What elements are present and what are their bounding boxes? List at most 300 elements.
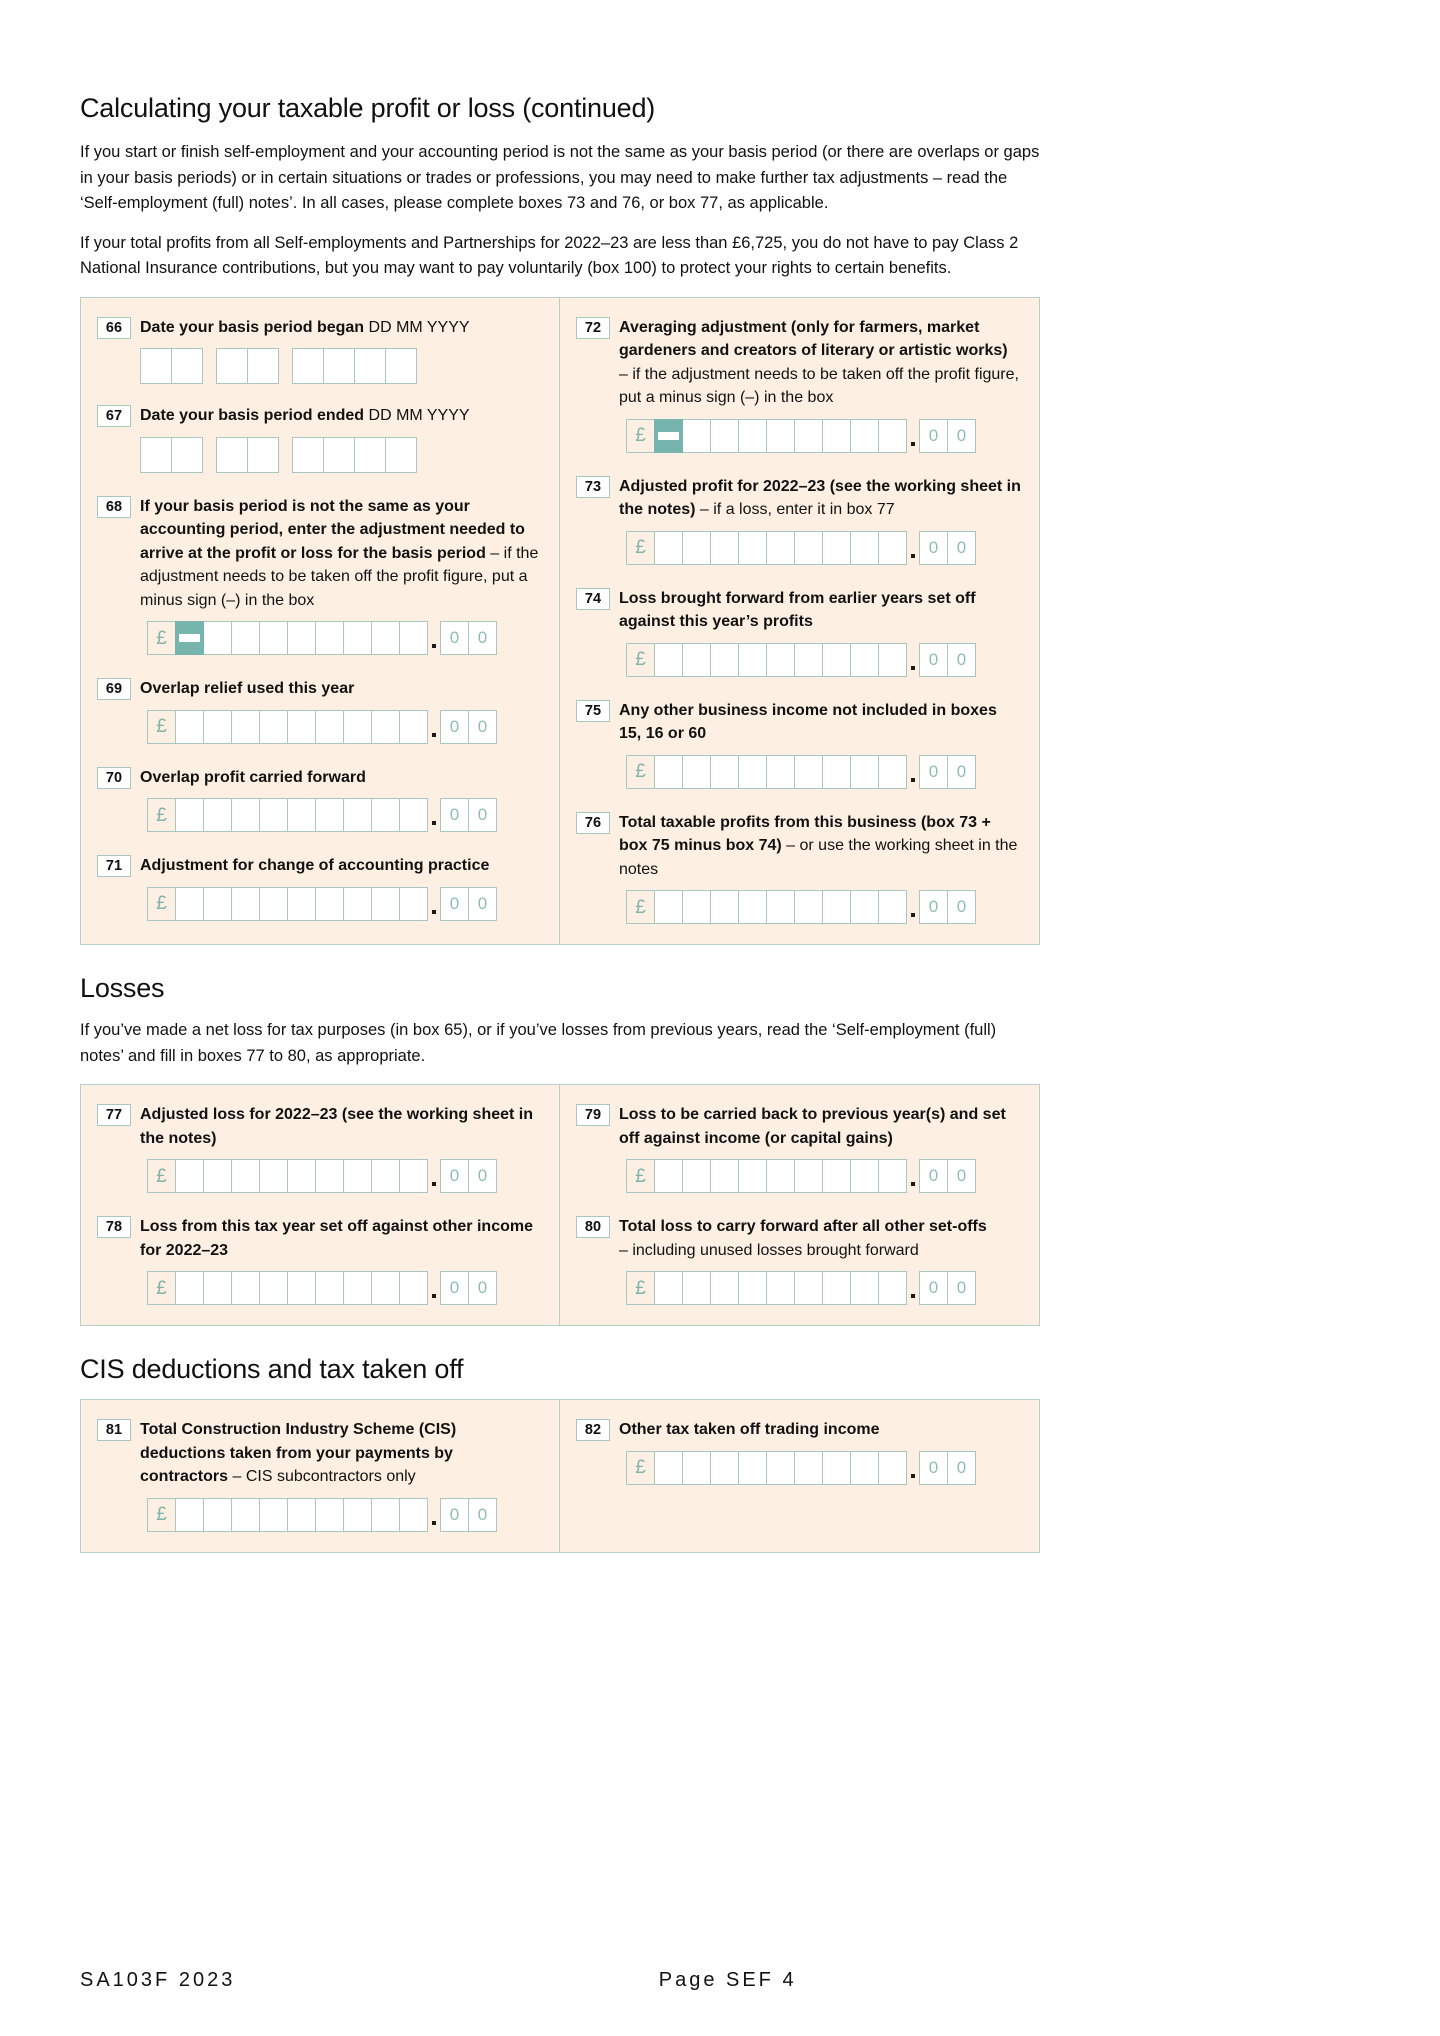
losses-right-column bbox=[560, 1085, 1039, 1325]
digit-cell[interactable] bbox=[371, 1159, 400, 1193]
box-label-80 bbox=[619, 1215, 987, 1262]
currency-symbol-icon: £ bbox=[147, 887, 176, 921]
pence-cell-1[interactable]: 0 bbox=[440, 710, 469, 744]
digit-cell[interactable] bbox=[287, 1159, 316, 1193]
digit-cell[interactable] bbox=[710, 890, 739, 924]
box-number-82: 82 bbox=[576, 1419, 610, 1441]
currency-input-75[interactable] bbox=[626, 755, 1023, 789]
digit-cell[interactable] bbox=[175, 1271, 204, 1305]
date-cell-yyyy-2[interactable] bbox=[323, 348, 355, 384]
digit-cell[interactable] bbox=[287, 710, 316, 744]
currency-input-73[interactable] bbox=[626, 531, 1023, 565]
digit-cell[interactable] bbox=[343, 887, 372, 921]
field-80 bbox=[576, 1215, 1023, 1305]
digit-cell[interactable] bbox=[259, 710, 288, 744]
date-cell-mm-1[interactable] bbox=[216, 348, 248, 384]
currency-symbol-icon: £ bbox=[147, 1271, 176, 1305]
box-label-73 bbox=[619, 475, 1023, 522]
digit-cell[interactable] bbox=[738, 643, 767, 677]
currency-symbol-icon: £ bbox=[626, 890, 655, 924]
box-number-70: 70 bbox=[97, 767, 131, 789]
digit-cell[interactable] bbox=[231, 1271, 260, 1305]
box-label-81-hint: – CIS subcontractors only bbox=[228, 1468, 416, 1485]
digit-cell[interactable] bbox=[682, 1271, 711, 1305]
digit-cell[interactable] bbox=[878, 1271, 907, 1305]
date-cell-dd-2[interactable] bbox=[171, 348, 203, 384]
digit-cell[interactable] bbox=[850, 531, 879, 565]
digit-cell[interactable] bbox=[710, 755, 739, 789]
digit-cell[interactable] bbox=[850, 1159, 879, 1193]
minus-sign-icon[interactable] bbox=[654, 419, 683, 453]
currency-symbol-icon: £ bbox=[147, 1159, 176, 1193]
box-label-73-bold: Adjusted profit for 2022–23 (see the working sheet in the notes) bbox=[619, 477, 1021, 518]
currency-symbol-icon: £ bbox=[626, 419, 655, 453]
digit-cell[interactable] bbox=[710, 419, 739, 453]
currency-input-69[interactable] bbox=[147, 710, 543, 744]
date-input-67[interactable] bbox=[140, 437, 543, 473]
digit-cell[interactable] bbox=[399, 1159, 428, 1193]
date-cell-yyyy-4[interactable] bbox=[385, 437, 417, 473]
digit-cell[interactable] bbox=[203, 798, 232, 832]
currency-symbol-icon: £ bbox=[626, 755, 655, 789]
digit-cell[interactable] bbox=[878, 643, 907, 677]
digit-cell[interactable] bbox=[287, 887, 316, 921]
pence-cell-2[interactable]: 0 bbox=[947, 1271, 976, 1305]
currency-input-70[interactable] bbox=[147, 798, 543, 832]
digit-cell[interactable] bbox=[259, 887, 288, 921]
decimal-point bbox=[428, 621, 440, 655]
currency-input-77[interactable] bbox=[147, 1159, 543, 1193]
digit-cell[interactable] bbox=[710, 531, 739, 565]
decimal-point bbox=[428, 887, 440, 921]
box-label-78: Loss from this tax year set off against other income for 2022–23 bbox=[140, 1218, 533, 1259]
digit-cell[interactable] bbox=[850, 419, 879, 453]
decimal-point bbox=[907, 1159, 919, 1193]
date-cell-yyyy-3[interactable] bbox=[354, 348, 386, 384]
cis-left-column bbox=[81, 1400, 560, 1552]
digit-cell[interactable] bbox=[315, 621, 344, 655]
minus-sign-icon[interactable] bbox=[175, 621, 204, 655]
box-label-79: Loss to be carried back to previous year(s) and set off against income (or capital gains) bbox=[619, 1106, 1006, 1147]
digit-cell[interactable] bbox=[654, 1451, 683, 1485]
digit-cell[interactable] bbox=[738, 1451, 767, 1485]
digit-cell[interactable] bbox=[738, 531, 767, 565]
field-66 bbox=[97, 316, 543, 385]
losses-panel bbox=[80, 1084, 1040, 1326]
digit-cell[interactable] bbox=[682, 531, 711, 565]
cis-heading: CIS deductions and tax taken off bbox=[80, 1354, 464, 1384]
pence-cell-1[interactable]: 0 bbox=[919, 419, 948, 453]
digit-cell[interactable] bbox=[343, 798, 372, 832]
currency-input-68[interactable] bbox=[147, 621, 543, 655]
digit-cell[interactable] bbox=[878, 1159, 907, 1193]
digit-cell[interactable] bbox=[794, 1451, 823, 1485]
pence-cell-2[interactable]: 0 bbox=[468, 710, 497, 744]
digit-cell[interactable] bbox=[822, 1271, 851, 1305]
intro-paragraph-2: If your total profits from all Self-employments and Partnerships for 2022–23 are less than £6,725, you do not have to pay Class 2 National Insurance contributions, but you may want to pay voluntarily (box 100) to protect your rights to certain benefits. bbox=[80, 233, 1019, 277]
decimal-point bbox=[907, 890, 919, 924]
pence-cell-1[interactable]: 0 bbox=[919, 531, 948, 565]
digit-cell[interactable] bbox=[822, 643, 851, 677]
digit-cell[interactable] bbox=[203, 710, 232, 744]
box-number-79: 79 bbox=[576, 1104, 610, 1126]
date-cell-yyyy-1[interactable] bbox=[292, 348, 324, 384]
box-label-81-bold: Total Construction Industry Scheme (CIS) deductions taken from your payments by contractors bbox=[140, 1421, 457, 1485]
digit-cell[interactable] bbox=[315, 798, 344, 832]
digit-cell[interactable] bbox=[878, 531, 907, 565]
digit-cell[interactable] bbox=[822, 755, 851, 789]
digit-cell[interactable] bbox=[654, 1271, 683, 1305]
digit-cell[interactable] bbox=[343, 1498, 372, 1532]
box-label-70: Overlap profit carried forward bbox=[140, 768, 366, 786]
pence-cell-2[interactable]: 0 bbox=[947, 1451, 976, 1485]
box-number-72: 72 bbox=[576, 317, 610, 339]
digit-cell[interactable] bbox=[794, 643, 823, 677]
form-page bbox=[80, 0, 1040, 1553]
pence-cell-1[interactable]: 0 bbox=[440, 1498, 469, 1532]
date-cell-yyyy-1[interactable] bbox=[292, 437, 324, 473]
cis-panel bbox=[80, 1399, 1040, 1553]
digit-cell[interactable] bbox=[766, 890, 795, 924]
digit-cell[interactable] bbox=[231, 798, 260, 832]
box-label-67-hint: DD MM YYYY bbox=[368, 407, 470, 424]
digit-cell[interactable] bbox=[259, 1159, 288, 1193]
box-label-72-bold: Averaging adjustment (only for farmers, market gardeners and creators of literary or artistic works) bbox=[619, 318, 1008, 359]
digit-cell[interactable] bbox=[794, 531, 823, 565]
digit-cell[interactable] bbox=[766, 1159, 795, 1193]
digit-cell[interactable] bbox=[850, 890, 879, 924]
digit-cell[interactable] bbox=[203, 621, 232, 655]
digit-cell[interactable] bbox=[315, 1498, 344, 1532]
digit-cell[interactable] bbox=[878, 419, 907, 453]
digit-cell[interactable] bbox=[878, 890, 907, 924]
box-label-75: Any other business income not included in boxes 15, 16 or 60 bbox=[619, 701, 997, 742]
field-82 bbox=[576, 1418, 1023, 1485]
date-cell-dd-1[interactable] bbox=[140, 348, 172, 384]
digit-cell[interactable] bbox=[371, 1271, 400, 1305]
form-code: SA103F 2023 bbox=[80, 1969, 236, 1991]
digit-cell[interactable] bbox=[259, 1498, 288, 1532]
digit-cell[interactable] bbox=[399, 1271, 428, 1305]
currency-input-71[interactable] bbox=[147, 887, 543, 921]
currency-input-79[interactable] bbox=[626, 1159, 1023, 1193]
field-68 bbox=[97, 495, 543, 656]
digit-cell[interactable] bbox=[343, 1159, 372, 1193]
box-label-72-hint: – if the adjustment needs to be taken off the profit figure, put a minus sign (–) in the box bbox=[619, 365, 1019, 406]
pence-cell-1[interactable]: 0 bbox=[919, 643, 948, 677]
digit-cell[interactable] bbox=[766, 1451, 795, 1485]
box-label-68 bbox=[140, 495, 543, 613]
pence-cell-1[interactable]: 0 bbox=[919, 1271, 948, 1305]
pence-cell-1[interactable]: 0 bbox=[919, 890, 948, 924]
digit-cell[interactable] bbox=[315, 887, 344, 921]
digit-cell[interactable] bbox=[343, 710, 372, 744]
digit-cell[interactable] bbox=[682, 755, 711, 789]
digit-cell[interactable] bbox=[850, 643, 879, 677]
box-number-81: 81 bbox=[97, 1419, 131, 1441]
digit-cell[interactable] bbox=[399, 887, 428, 921]
box-label-76-bold: Total taxable profits from this business (box 73 + box 75 minus box 74) bbox=[619, 813, 991, 854]
box-number-74: 74 bbox=[576, 588, 610, 610]
pence-cell-2[interactable]: 0 bbox=[468, 1498, 497, 1532]
box-label-73-hint: – if a loss, enter it in box 77 bbox=[695, 501, 895, 518]
decimal-point bbox=[907, 1451, 919, 1485]
digit-cell[interactable] bbox=[399, 621, 428, 655]
decimal-point bbox=[428, 1159, 440, 1193]
pence-cell-1[interactable]: 0 bbox=[919, 755, 948, 789]
field-75 bbox=[576, 699, 1023, 789]
taxable-profit-right-column bbox=[560, 298, 1039, 945]
box-label-81 bbox=[140, 1418, 543, 1489]
box-label-71: Adjustment for change of accounting practice bbox=[140, 857, 490, 874]
field-70 bbox=[97, 766, 543, 833]
digit-cell[interactable] bbox=[822, 890, 851, 924]
digit-cell[interactable] bbox=[259, 1271, 288, 1305]
decimal-point bbox=[907, 1271, 919, 1305]
currency-input-78[interactable] bbox=[147, 1271, 543, 1305]
digit-cell[interactable] bbox=[738, 419, 767, 453]
digit-cell[interactable] bbox=[371, 621, 400, 655]
digit-cell[interactable] bbox=[654, 1159, 683, 1193]
pence-cell-1[interactable]: 0 bbox=[919, 1159, 948, 1193]
box-number-76: 76 bbox=[576, 812, 610, 834]
currency-symbol-icon: £ bbox=[626, 643, 655, 677]
digit-cell[interactable] bbox=[203, 887, 232, 921]
pence-cell-2[interactable]: 0 bbox=[468, 1271, 497, 1305]
digit-cell[interactable] bbox=[315, 1271, 344, 1305]
digit-cell[interactable] bbox=[682, 419, 711, 453]
box-label-66-bold: Date your basis period began bbox=[140, 318, 365, 336]
box-label-68-hint: – if the adjustment needs to be taken off the profit figure, put a minus sign (–) in the box bbox=[140, 544, 539, 609]
digit-cell[interactable] bbox=[231, 1498, 260, 1532]
intro-paragraph-1: If you start or finish self-employment and your accounting period is not the same as your basis period (or there are overlaps or gaps in your basis periods) or in certain situations or trades or professions, you may need to make further tax adjustments – read the ‘Self-employment (full) notes’. In all cases, please complete boxes 73 and 76, or box 77, as applicable. bbox=[80, 143, 1040, 212]
digit-cell[interactable] bbox=[371, 710, 400, 744]
digit-cell[interactable] bbox=[766, 643, 795, 677]
digit-cell[interactable] bbox=[710, 1159, 739, 1193]
date-cell-yyyy-4[interactable] bbox=[385, 348, 417, 384]
box-label-80-bold: Total loss to carry forward after all other set-offs bbox=[619, 1218, 987, 1235]
currency-input-74[interactable] bbox=[626, 643, 1023, 677]
digit-cell[interactable] bbox=[315, 1159, 344, 1193]
pence-cell-2[interactable]: 0 bbox=[947, 890, 976, 924]
digit-cell[interactable] bbox=[850, 1271, 879, 1305]
currency-input-76[interactable] bbox=[626, 890, 1023, 924]
field-78 bbox=[97, 1215, 543, 1305]
box-label-76-hint: – or use the working sheet in the notes bbox=[619, 837, 1018, 878]
digit-cell[interactable] bbox=[822, 531, 851, 565]
box-label-66-hint: DD MM YYYY bbox=[368, 318, 470, 336]
currency-symbol-icon: £ bbox=[147, 1498, 176, 1532]
digit-cell[interactable] bbox=[710, 1451, 739, 1485]
field-79 bbox=[576, 1103, 1023, 1193]
digit-cell[interactable] bbox=[794, 1159, 823, 1193]
digit-cell[interactable] bbox=[822, 419, 851, 453]
digit-cell[interactable] bbox=[654, 643, 683, 677]
date-cell-dd-2[interactable] bbox=[171, 437, 203, 473]
digit-cell[interactable] bbox=[738, 1271, 767, 1305]
decimal-point bbox=[907, 419, 919, 453]
digit-cell[interactable] bbox=[738, 755, 767, 789]
pence-cell-1[interactable]: 0 bbox=[919, 1451, 948, 1485]
box-number-78: 78 bbox=[97, 1216, 131, 1238]
decimal-point bbox=[907, 643, 919, 677]
field-71 bbox=[97, 854, 543, 921]
digit-cell[interactable] bbox=[287, 798, 316, 832]
box-label-68-bold: If your basis period is not the same as your accounting period, enter the adjustment needed to arrive at the profit or loss for the basis period bbox=[140, 497, 525, 562]
currency-input-80[interactable] bbox=[626, 1271, 1023, 1305]
digit-cell[interactable] bbox=[654, 890, 683, 924]
box-label-69: Overlap relief used this year bbox=[140, 680, 355, 697]
decimal-point bbox=[907, 755, 919, 789]
digit-cell[interactable] bbox=[682, 1451, 711, 1485]
digit-cell[interactable] bbox=[175, 710, 204, 744]
digit-cell[interactable] bbox=[654, 531, 683, 565]
date-cell-yyyy-2[interactable] bbox=[323, 437, 355, 473]
currency-symbol-icon: £ bbox=[147, 710, 176, 744]
pence-cell-2[interactable]: 0 bbox=[468, 621, 497, 655]
cis-right-column bbox=[560, 1400, 1039, 1552]
box-number-66: 66 bbox=[97, 317, 131, 339]
currency-input-81[interactable] bbox=[147, 1498, 543, 1532]
digit-cell[interactable] bbox=[399, 710, 428, 744]
pence-cell-2[interactable]: 0 bbox=[947, 643, 976, 677]
date-cell-dd-1[interactable] bbox=[140, 437, 172, 473]
digit-cell[interactable] bbox=[766, 531, 795, 565]
field-73 bbox=[576, 475, 1023, 565]
currency-input-72[interactable] bbox=[626, 419, 1023, 453]
pence-cell-2[interactable]: 0 bbox=[947, 531, 976, 565]
field-69 bbox=[97, 677, 543, 744]
digit-cell[interactable] bbox=[203, 1498, 232, 1532]
currency-input-82[interactable] bbox=[626, 1451, 1023, 1485]
currency-symbol-icon: £ bbox=[626, 1271, 655, 1305]
currency-symbol-icon: £ bbox=[147, 798, 176, 832]
digit-cell[interactable] bbox=[738, 1159, 767, 1193]
digit-cell[interactable] bbox=[343, 621, 372, 655]
date-input-66[interactable] bbox=[140, 348, 543, 384]
currency-symbol-icon: £ bbox=[147, 621, 176, 655]
box-label-76 bbox=[619, 811, 1023, 882]
digit-cell[interactable] bbox=[794, 755, 823, 789]
box-number-77: 77 bbox=[97, 1104, 131, 1126]
losses-left-column bbox=[81, 1085, 560, 1325]
pence-cell-2[interactable]: 0 bbox=[947, 419, 976, 453]
box-number-69: 69 bbox=[97, 678, 131, 700]
digit-cell[interactable] bbox=[231, 1159, 260, 1193]
digit-cell[interactable] bbox=[710, 1271, 739, 1305]
losses-heading: Losses bbox=[80, 973, 165, 1003]
digit-cell[interactable] bbox=[766, 755, 795, 789]
box-number-68: 68 bbox=[97, 496, 131, 518]
digit-cell[interactable] bbox=[654, 755, 683, 789]
digit-cell[interactable] bbox=[287, 1271, 316, 1305]
digit-cell[interactable] bbox=[203, 1271, 232, 1305]
digit-cell[interactable] bbox=[371, 1498, 400, 1532]
digit-cell[interactable] bbox=[766, 1271, 795, 1305]
box-label-80-hint: – including unused losses brought forward bbox=[619, 1241, 919, 1259]
field-77 bbox=[97, 1103, 543, 1193]
digit-cell[interactable] bbox=[710, 643, 739, 677]
digit-cell[interactable] bbox=[878, 1451, 907, 1485]
box-label-77: Adjusted loss for 2022–23 (see the working sheet in the notes) bbox=[140, 1106, 534, 1147]
pence-cell-2[interactable]: 0 bbox=[947, 1159, 976, 1193]
box-number-80: 80 bbox=[576, 1216, 610, 1238]
digit-cell[interactable] bbox=[850, 755, 879, 789]
decimal-point bbox=[428, 1498, 440, 1532]
box-label-67-bold: Date your basis period ended bbox=[140, 407, 365, 424]
digit-cell[interactable] bbox=[231, 887, 260, 921]
digit-cell[interactable] bbox=[399, 798, 428, 832]
field-72 bbox=[576, 316, 1023, 453]
digit-cell[interactable] bbox=[315, 710, 344, 744]
digit-cell[interactable] bbox=[231, 621, 260, 655]
box-number-67: 67 bbox=[97, 405, 131, 427]
digit-cell[interactable] bbox=[175, 798, 204, 832]
digit-cell[interactable] bbox=[371, 887, 400, 921]
digit-cell[interactable] bbox=[399, 1498, 428, 1532]
digit-cell[interactable] bbox=[231, 710, 260, 744]
digit-cell[interactable] bbox=[850, 1451, 879, 1485]
date-cell-yyyy-3[interactable] bbox=[354, 437, 386, 473]
digit-cell[interactable] bbox=[766, 419, 795, 453]
pence-cell-1[interactable]: 0 bbox=[440, 887, 469, 921]
pence-cell-1[interactable]: 0 bbox=[440, 1159, 469, 1193]
decimal-point bbox=[428, 798, 440, 832]
digit-cell[interactable] bbox=[878, 755, 907, 789]
digit-cell[interactable] bbox=[794, 419, 823, 453]
pence-cell-2[interactable]: 0 bbox=[468, 1159, 497, 1193]
pence-cell-1[interactable]: 0 bbox=[440, 621, 469, 655]
digit-cell[interactable] bbox=[259, 798, 288, 832]
pence-cell-1[interactable]: 0 bbox=[440, 1271, 469, 1305]
digit-cell[interactable] bbox=[822, 1451, 851, 1485]
digit-cell[interactable] bbox=[175, 1498, 204, 1532]
digit-cell[interactable] bbox=[682, 643, 711, 677]
digit-cell[interactable] bbox=[794, 1271, 823, 1305]
currency-symbol-icon: £ bbox=[626, 1451, 655, 1485]
box-label-66 bbox=[140, 316, 470, 340]
decimal-point bbox=[428, 1271, 440, 1305]
digit-cell[interactable] bbox=[371, 798, 400, 832]
box-number-73: 73 bbox=[576, 476, 610, 498]
date-cell-mm-2[interactable] bbox=[247, 348, 279, 384]
digit-cell[interactable] bbox=[287, 621, 316, 655]
digit-cell[interactable] bbox=[822, 1159, 851, 1193]
digit-cell[interactable] bbox=[175, 887, 204, 921]
page-label: Page SEF 4 bbox=[658, 1969, 797, 1991]
digit-cell[interactable] bbox=[794, 890, 823, 924]
digit-cell[interactable] bbox=[682, 890, 711, 924]
digit-cell[interactable] bbox=[175, 1159, 204, 1193]
digit-cell[interactable] bbox=[682, 1159, 711, 1193]
page-title: Calculating your taxable profit or loss (continued) bbox=[80, 93, 656, 123]
date-cell-mm-2[interactable] bbox=[247, 437, 279, 473]
digit-cell[interactable] bbox=[287, 1498, 316, 1532]
date-cell-mm-1[interactable] bbox=[216, 437, 248, 473]
digit-cell[interactable] bbox=[203, 1159, 232, 1193]
box-label-67 bbox=[140, 404, 470, 428]
pence-cell-2[interactable]: 0 bbox=[468, 887, 497, 921]
decimal-point bbox=[907, 531, 919, 565]
field-76 bbox=[576, 811, 1023, 925]
pence-cell-1[interactable]: 0 bbox=[440, 798, 469, 832]
box-number-75: 75 bbox=[576, 700, 610, 722]
digit-cell[interactable] bbox=[259, 621, 288, 655]
pence-cell-2[interactable]: 0 bbox=[947, 755, 976, 789]
digit-cell[interactable] bbox=[343, 1271, 372, 1305]
pence-cell-2[interactable]: 0 bbox=[468, 798, 497, 832]
digit-cell[interactable] bbox=[738, 890, 767, 924]
